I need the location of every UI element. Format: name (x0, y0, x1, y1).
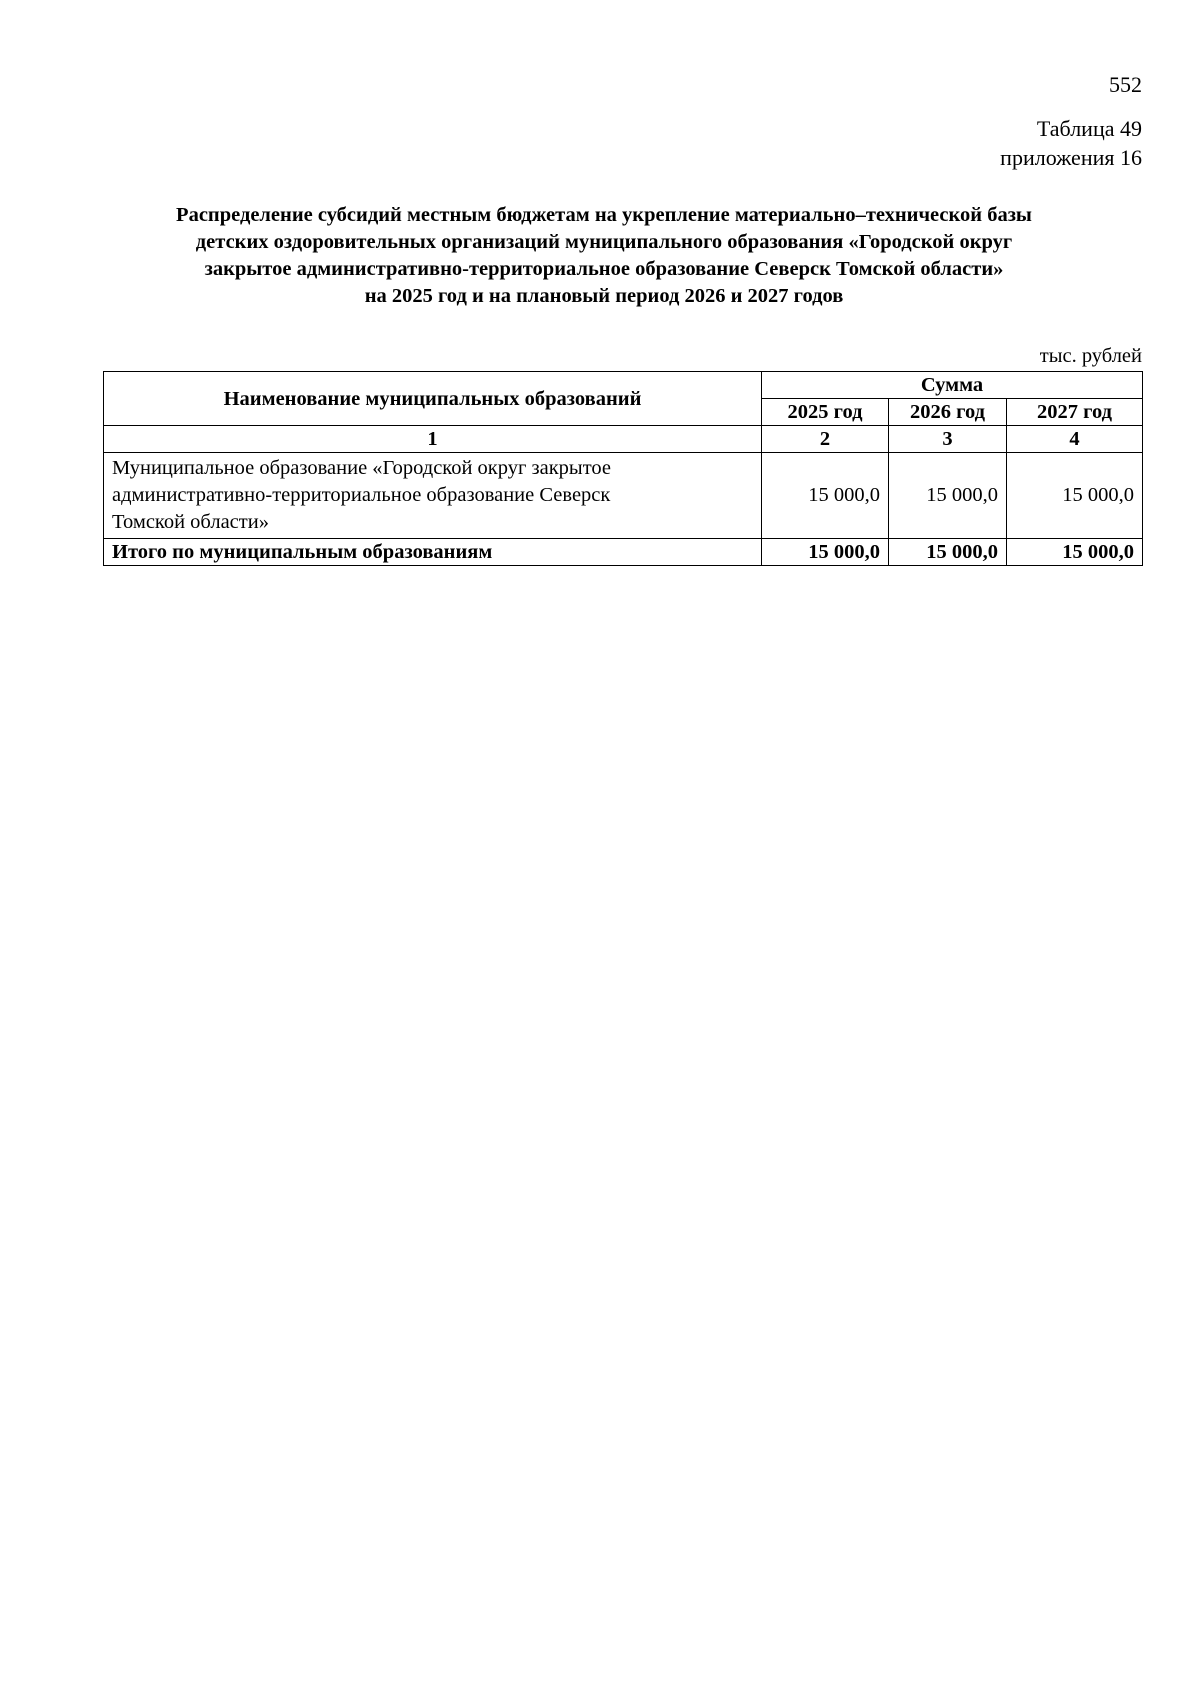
column-number-row (104, 426, 1143, 453)
title-line: закрытое административно-территориальное образование Северск Томской области» (204, 258, 1004, 280)
header-year-2025: 2025 год (762, 399, 889, 426)
document-title (104, 202, 1104, 310)
title-line: детских оздоровительных организаций муниципального образования «Городской округ (195, 231, 1013, 253)
total-2027-cell: 15 000,0 (1007, 539, 1143, 566)
page-number: 552 (1109, 72, 1142, 97)
municipality-name-cell (104, 453, 762, 539)
header-year-2027: 2027 год (1007, 399, 1143, 426)
table-row (104, 453, 1143, 539)
appendix-number: приложения 16 (1000, 145, 1142, 170)
units-label: тыс. рублей (1039, 345, 1142, 367)
subsidy-table (103, 371, 1143, 566)
value-2026-cell: 15 000,0 (889, 453, 1007, 539)
total-label-cell: Итого по муниципальным образованиям (104, 539, 762, 566)
total-2026-cell: 15 000,0 (889, 539, 1007, 566)
municipality-name-line: административно-территориальное образование Северск (112, 484, 611, 506)
municipality-name-line: Муниципальное образование «Городской округ закрытое (112, 457, 611, 479)
value-2027-cell: 15 000,0 (1007, 453, 1143, 539)
table-number: Таблица 49 (1036, 116, 1142, 141)
municipality-name-line: Томской области» (112, 511, 269, 533)
column-number: 3 (889, 426, 1007, 453)
title-line: Распределение субсидий местным бюджетам на укрепление материально–технической базы (176, 204, 1032, 226)
title-line: на 2025 год и на плановый период 2026 и 2027 годов (364, 285, 844, 307)
total-row (104, 539, 1143, 566)
column-number: 1 (104, 426, 762, 453)
table-header-row (104, 372, 1143, 399)
table-reference (1000, 114, 1142, 172)
column-number: 2 (762, 426, 889, 453)
value-2025-cell: 15 000,0 (762, 453, 889, 539)
header-sum: Сумма (762, 372, 1143, 399)
header-year-2026: 2026 год (889, 399, 1007, 426)
column-number: 4 (1007, 426, 1143, 453)
total-2025-cell: 15 000,0 (762, 539, 889, 566)
header-municipality-name: Наименование муниципальных образований (104, 372, 762, 426)
